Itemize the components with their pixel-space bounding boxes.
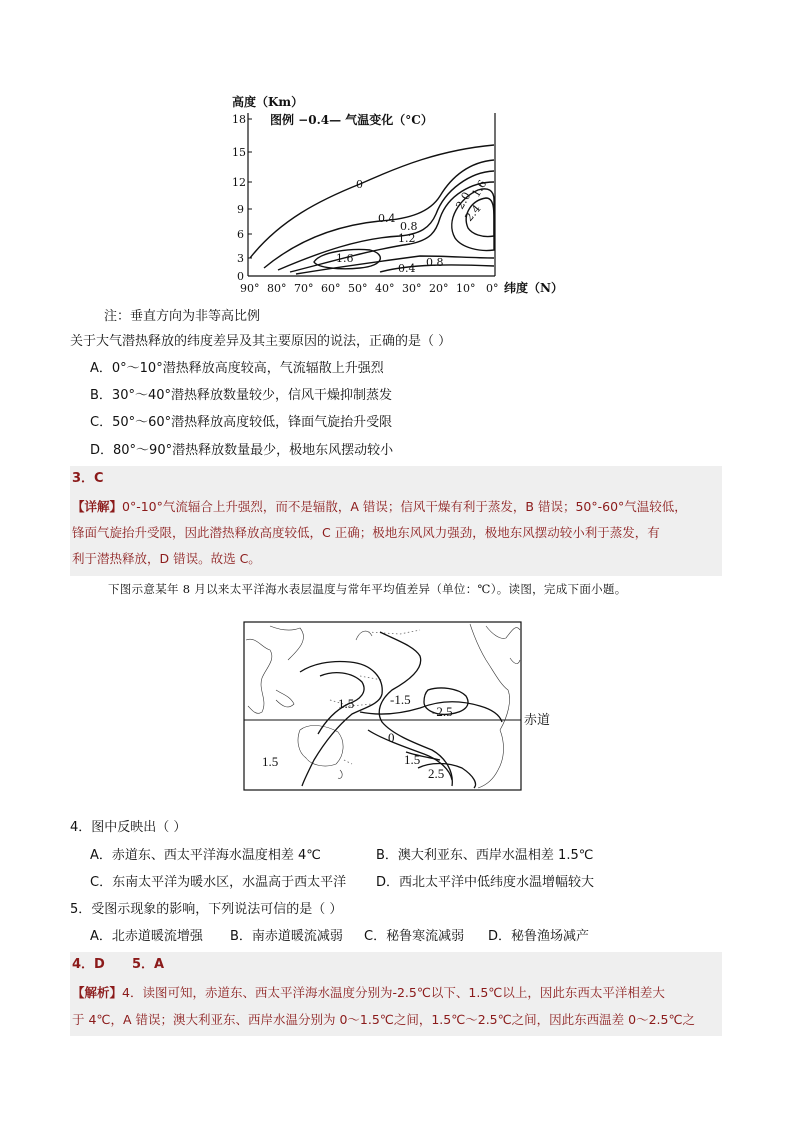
q3-option-c: C．50°～60°潜热释放高度较低，锋面气旋抬升受限: [90, 415, 393, 430]
contour-lines: [250, 145, 494, 274]
latent-heat-contour-figure: [226, 92, 576, 302]
y-tick: 0: [237, 270, 244, 283]
q5-option-a: A．北赤道暖流增强: [90, 929, 203, 944]
q4-option-c: C．东南太平洋为暖水区，水温高于西太平洋: [90, 875, 347, 890]
answer-3-line-2: 锋面气旋抬升受限，因此潜热释放高度较低，C 正确；极地东风风力强劲，极地东风摆动较小利于蒸发，有: [72, 525, 660, 540]
q4-option-a: A．赤道东、西太平洋海水温度相差 4℃: [90, 848, 321, 863]
q5-option-b: B．南赤道暖流减弱: [230, 929, 343, 944]
answer-3: 3．C: [72, 471, 104, 486]
answer-3-line-1: [72, 496, 687, 518]
x-tick: 70°: [294, 282, 314, 295]
answer-3-line-3: 利于潜热释放，D 错误。故选 C。: [72, 551, 261, 566]
q3-option-b: B．30°～40°潜热释放数量较少，信风干燥抑制蒸发: [90, 388, 393, 403]
sst-label: -2.5: [432, 704, 453, 719]
contour-label: 2.0: [453, 189, 474, 212]
q5-option-d: D．秘鲁渔场减产: [488, 929, 590, 944]
sst-label: 2.5: [428, 766, 445, 781]
q5-option-c: C．秘鲁寒流减弱: [364, 929, 465, 944]
q5-stem: 5．受图示现象的影响，下列说法可信的是（ ）: [70, 902, 343, 917]
pacific-sst-map: [240, 618, 560, 796]
sst-label: 1.5: [262, 754, 279, 769]
x-tick: 0°: [486, 282, 499, 295]
x-tick: 40°: [375, 282, 395, 295]
explain-tag: 【详解】: [72, 499, 123, 514]
y-tick: 18: [232, 113, 246, 126]
x-tick: 60°: [321, 282, 341, 295]
x-tick: 50°: [348, 282, 368, 295]
equator-label: 赤道: [524, 712, 551, 727]
contour-label: 0.4: [398, 262, 416, 275]
figure-note: 注：垂直方向为非等高比例: [104, 309, 261, 324]
analysis-text: 4．读图可知，赤道东、西太平洋海水温度分别为-2.5℃以下、1.5℃以上，因此东西太平洋相差大: [122, 985, 665, 1000]
y-tick: 3: [237, 252, 244, 265]
contour-labels: [336, 178, 489, 275]
contour-label: 1.2: [398, 232, 416, 245]
x-tick: 20°: [429, 282, 449, 295]
sst-label: 1.5: [338, 696, 355, 711]
legend: 图例 −0.4— 气温变化（°C）: [270, 113, 433, 127]
contour-label: 0.8: [426, 256, 444, 269]
answer-4-5-line-1: [72, 982, 665, 1004]
q4-option-d: D．西北太平洋中低纬度水温增幅较大: [376, 875, 595, 890]
x-ticks: [240, 280, 563, 295]
contour-label: 1.6: [336, 252, 354, 265]
sst-label: -1.5: [390, 692, 411, 707]
x-axis-title: 纬度（N）: [504, 281, 563, 295]
y-axis-title: 高度（Km）: [232, 95, 304, 109]
contour-label: 0: [356, 178, 363, 191]
y-tick: 6: [237, 228, 244, 241]
contour-label: 0.4: [378, 212, 396, 225]
x-tick: 90°: [240, 282, 260, 295]
contour-label: 2.4: [462, 202, 484, 224]
y-tick: 9: [237, 203, 244, 216]
analysis-tag: 【解析】: [72, 985, 123, 1000]
x-tick: 30°: [402, 282, 422, 295]
answer-4-5-line-2: 于 4℃，A 错误；澳大利亚东、西岸水温分别为 0～1.5℃之间，1.5℃～2.5℃之间，因此东西温差 0～2.5℃之: [72, 1012, 696, 1027]
contour-label: 0.8: [400, 220, 418, 233]
q4-option-b: B．澳大利亚东、西岸水温相差 1.5℃: [376, 848, 594, 863]
sst-label: 1.5: [404, 752, 421, 767]
x-tick: 10°: [456, 282, 476, 295]
y-tick: 15: [232, 146, 246, 159]
y-tick: 12: [232, 176, 246, 189]
x-tick: 80°: [267, 282, 287, 295]
q3-option-a: A．0°～10°潜热释放高度较高，气流辐散上升强烈: [90, 361, 384, 376]
q4-stem: 4．图中反映出（ ）: [70, 820, 187, 835]
q3-option-d: D．80°～90°潜热释放数量最少，极地东风摆动较小: [90, 443, 394, 458]
answer-4-5: 4．D 5．A: [72, 957, 165, 972]
explain-text: 0°-10°气流辐合上升强烈，而不是辐散，A 错误；信风干燥有利于蒸发，B 错误；50°-60°气温较低，: [122, 499, 687, 514]
intro-q4-q5: 下图示意某年 8 月以来太平洋海水表层温度与常年平均值差异（单位：℃）。读图，完成下面小题。: [108, 582, 627, 596]
y-ticks: [232, 113, 252, 283]
contour-label: 1.6: [469, 177, 490, 200]
sst-label: 0: [388, 730, 395, 745]
q3-stem: 关于大气潜热释放的纬度差异及其主要原因的说法，正确的是（ ）: [70, 334, 452, 349]
